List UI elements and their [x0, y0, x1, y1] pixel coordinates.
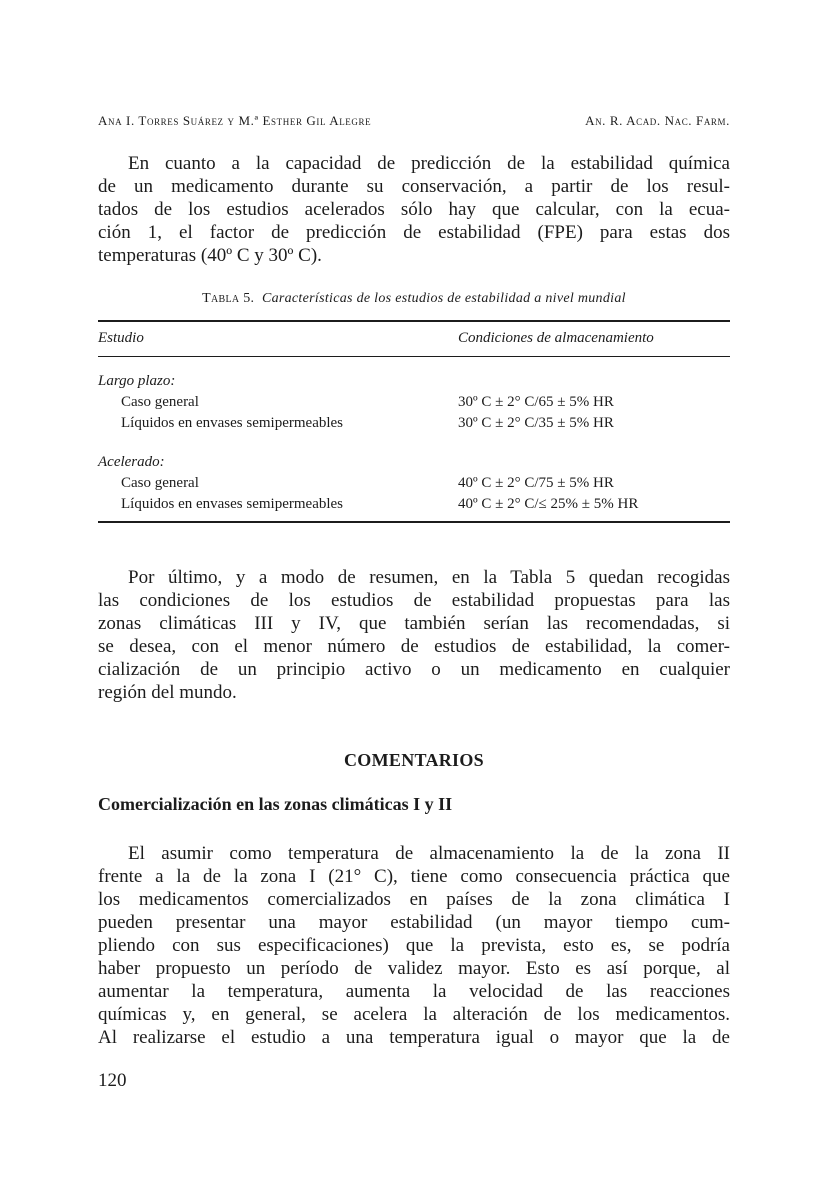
table-cell-conditions: 40º C ± 2° C/75 ± 5% HR [458, 475, 614, 491]
text-line: Por último, y a modo de resumen, en la Tabla 5 quedan recogidas [128, 567, 730, 588]
text-line: aumentar la temperatura, aumenta la velocidad de las reacciones [98, 981, 730, 1002]
text-line: químicas y, en general, se acelera la alteración de los medicamentos. [98, 1004, 730, 1025]
text-line: cialización de un principio activo o un medicamento en cualquier [98, 659, 730, 680]
text-line: frente a la de la zona I (21° C), tiene como consecuencia práctica que [98, 866, 730, 887]
table-top-rule [98, 320, 730, 322]
subsection-title: Comercialización en las zonas climáticas I y II [98, 794, 453, 814]
section-title: COMENTARIOS [344, 750, 484, 770]
table-title: Características de los estudios de estabilidad a nivel mundial [261, 291, 626, 306]
column-header-conditions: Condiciones de almacenamiento [458, 330, 654, 346]
text-line: pueden presentar una mayor estabilidad (un mayor tiempo cum- [98, 912, 730, 933]
text-line: de un medicamento durante su conservación, a partir de los resul- [98, 176, 730, 197]
table-caption [98, 291, 730, 307]
table-group-long-term: Largo plazo: [98, 373, 176, 389]
header-authors: Ana I. Torres Suárez y M.ª Esther Gil Alegre [98, 113, 372, 128]
table-cell-study: Caso general [121, 394, 199, 410]
table-cell-study: Líquidos en envases semipermeables [121, 415, 344, 431]
text-line: se desea, con el menor número de estudios de estabilidad, la comer- [98, 636, 730, 657]
table-cell-conditions: 40º C ± 2° C/≤ 25% ± 5% HR [458, 496, 639, 512]
text-line: región del mundo. [98, 682, 237, 703]
text-line: los medicamentos comercializados en países de la zona climática I [98, 889, 730, 910]
table-group-accelerated: Acelerado: [98, 454, 165, 470]
text-line: pliendo con sus especificaciones) que la prevista, esto es, se podría [98, 935, 730, 956]
page-number: 120 [98, 1070, 127, 1091]
text-line: Al realizarse el estudio a una temperatura igual o mayor que la de [98, 1027, 730, 1048]
paragraph-summary [98, 566, 730, 704]
table-bottom-rule [98, 521, 730, 523]
table-cell-conditions: 30º C ± 2° C/65 ± 5% HR [458, 394, 614, 410]
text-line: El asumir como temperatura de almacenamiento la de la zona II [128, 843, 730, 864]
text-line: las condiciones de los estudios de estabilidad propuestas para las [98, 590, 730, 611]
header-journal: An. R. Acad. Nac. Farm. [585, 113, 730, 128]
table-cell-study: Caso general [121, 475, 199, 491]
column-header-study: Estudio [98, 330, 144, 346]
text-line: haber propuesto un período de validez mayor. Esto es así porque, al [98, 958, 730, 979]
paragraph-commercialization [98, 842, 730, 1049]
table-header-rule [98, 356, 730, 357]
document-page [98, 0, 730, 1200]
text-line: ción 1, el factor de predicción de estabilidad (FPE) para estas dos [98, 222, 730, 243]
paragraph-prediction [98, 152, 730, 267]
text-line: tados de los estudios acelerados sólo hay que calcular, con la ecua- [98, 199, 730, 220]
text-line: temperaturas (40º C y 30º C). [98, 245, 322, 266]
running-header [98, 113, 730, 129]
text-line: En cuanto a la capacidad de predicción de la estabilidad química [128, 153, 730, 174]
table-cell-study: Líquidos en envases semipermeables [121, 496, 344, 512]
table-label: Tabla 5. [202, 291, 255, 306]
text-line: zonas climáticas III y IV, que también serían las recomendadas, si [98, 613, 730, 634]
table-cell-conditions: 30º C ± 2° C/35 ± 5% HR [458, 415, 614, 431]
